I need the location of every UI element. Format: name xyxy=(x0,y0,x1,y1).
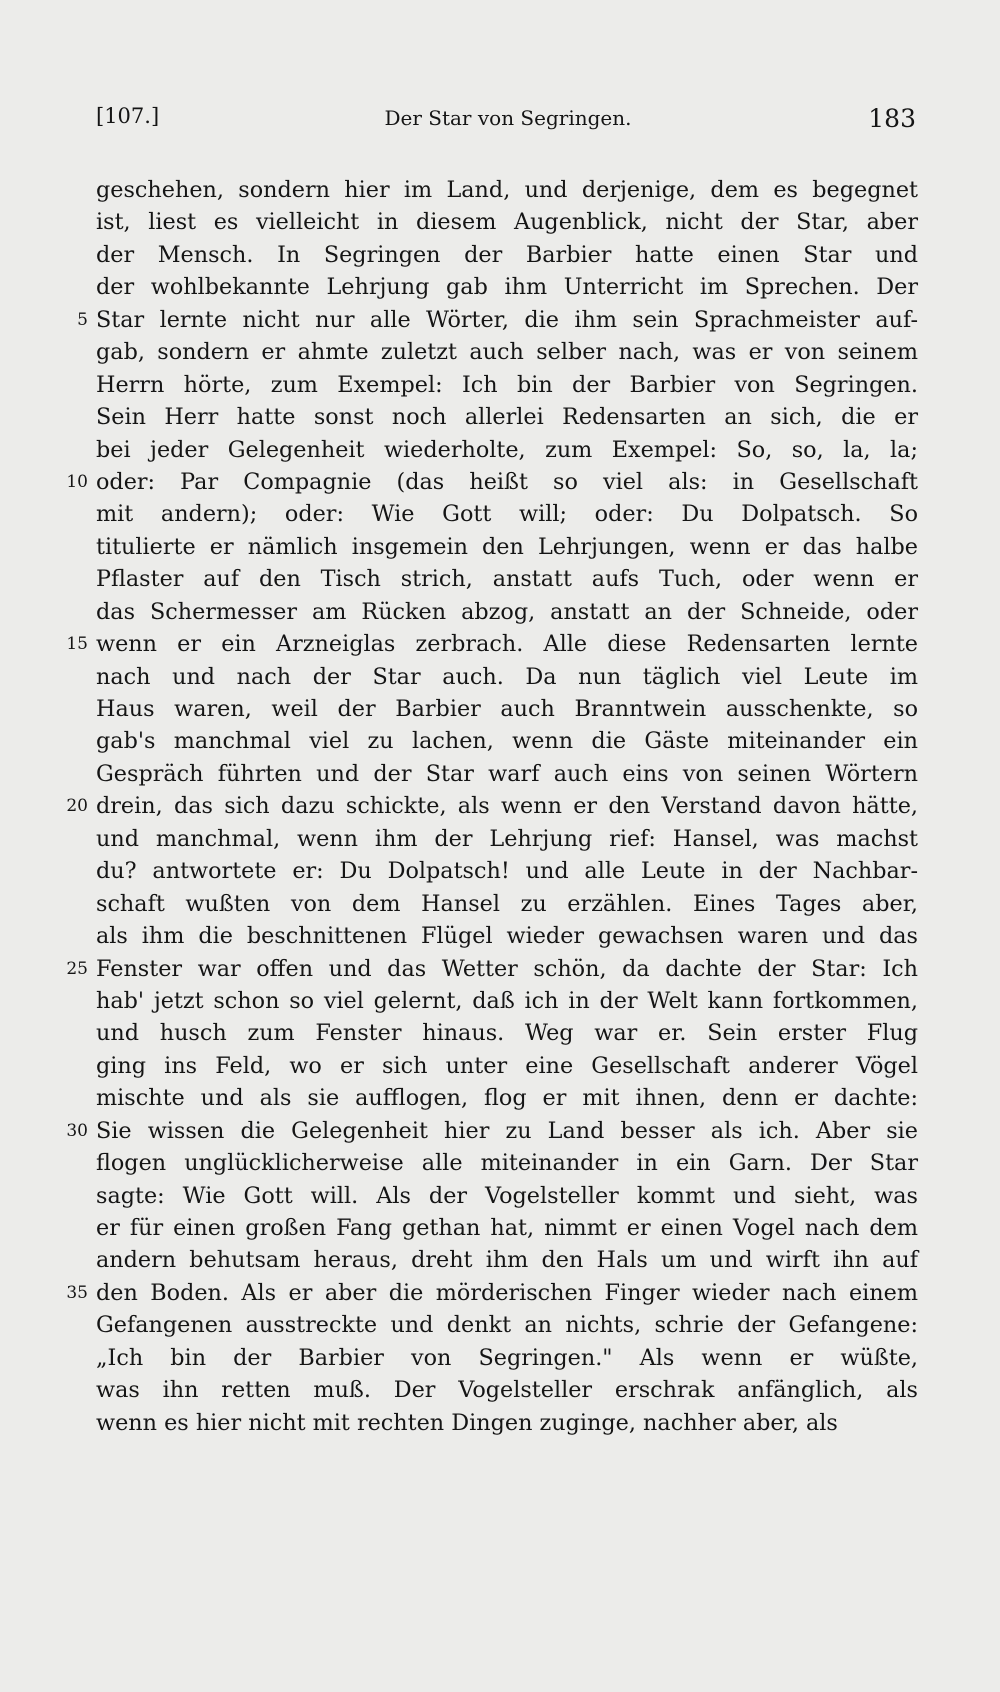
text-line xyxy=(66,628,918,660)
line-number: 20 xyxy=(66,796,88,817)
line-text: als ihm die beschnittenen Flügel wieder gewachsen waren und das xyxy=(96,923,918,950)
text-line xyxy=(96,1050,918,1082)
line-text: schaft wußten von dem Hansel zu erzählen. Eines Tages aber, xyxy=(96,890,918,917)
text-line xyxy=(96,758,918,790)
text-line xyxy=(96,1407,918,1439)
text-line xyxy=(96,1082,918,1114)
line-text: ging ins Feld, wo er sich unter eine Gesellschaft anderer Vögel xyxy=(96,1052,918,1079)
line-text: der wohlbekannte Lehrjung gab ihm Unterricht im Sprechen. Der xyxy=(96,274,918,301)
line-text: mit andern); oder: Wie Gott will; oder: Du Dolpatsch. So xyxy=(96,501,918,528)
text-line xyxy=(66,466,918,498)
text-line xyxy=(96,336,918,368)
line-text: Pflaster auf den Tisch strich, anstatt aufs Tuch, oder wenn er xyxy=(96,566,918,593)
running-title: Der Star von Segringen. xyxy=(384,106,632,130)
line-text: den Boden. Als er aber die mörderischen Finger wieder nach einem xyxy=(96,1279,918,1306)
line-text: und manchmal, wenn ihm der Lehrjung rief: Hansel, was machst xyxy=(96,825,918,852)
text-line xyxy=(77,304,918,336)
text-line xyxy=(96,985,918,1017)
line-number: 35 xyxy=(66,1282,88,1303)
line-text: wenn er ein Arzneiglas zerbrach. Alle diese Redensarten lernte xyxy=(96,631,918,658)
text-line xyxy=(96,206,918,238)
line-text: Gefangenen ausstreckte und denkt an nichts, schrie der Gefangene: xyxy=(96,1312,918,1339)
line-text: Fenster war offen und das Wetter schön, da dachte der Star: Ich xyxy=(96,955,918,982)
line-number: 25 xyxy=(66,958,88,979)
line-text: geschehen, sondern hier im Land, und derjenige, dem es begegnet xyxy=(96,177,918,203)
body-text xyxy=(66,174,918,1439)
text-line xyxy=(96,1342,918,1374)
line-number: 15 xyxy=(66,634,88,655)
line-text: mischte und als sie aufflogen, flog er mit ihnen, denn er dachte: xyxy=(96,1085,918,1112)
text-line xyxy=(96,498,918,530)
line-text: wenn es hier nicht mit rechten Dingen zuginge, nachher aber, als xyxy=(96,1409,838,1436)
line-number: 30 xyxy=(66,1120,88,1141)
text-line xyxy=(96,920,918,952)
text-line xyxy=(96,174,918,206)
text-line xyxy=(96,563,918,595)
text-line xyxy=(96,401,918,433)
line-text: oder: Par Compagnie (das heißt so viel als: in Gesellschaft xyxy=(96,468,918,495)
text-line xyxy=(96,369,918,401)
text-line xyxy=(96,855,918,887)
line-text: Herrn hörte, zum Exempel: Ich bin der Barbier von Segringen. xyxy=(96,371,918,398)
line-text: er für einen großen Fang gethan hat, nimmt er einen Vogel nach dem xyxy=(96,1215,918,1241)
text-line xyxy=(96,1017,918,1049)
line-text: drein, das sich dazu schickte, als wenn er den Verstand davon hätte, xyxy=(96,793,918,820)
line-text: flogen unglücklicherweise alle miteinander in ein Garn. Der Star xyxy=(96,1150,918,1177)
text-line xyxy=(96,1244,918,1276)
page-header xyxy=(96,104,920,144)
line-text: Sie wissen die Gelegenheit hier zu Land besser als ich. Aber sie xyxy=(96,1117,918,1144)
line-text: bei jeder Gelegenheit wiederholte, zum Exempel: So, so, la, la; xyxy=(96,436,918,463)
line-number: 5 xyxy=(77,309,88,330)
line-text: nach und nach der Star auch. Da nun täglich viel Leute im xyxy=(96,663,918,690)
text-line xyxy=(66,790,918,822)
text-line xyxy=(96,596,918,628)
text-line xyxy=(66,1277,918,1309)
line-text: Star lernte nicht nur alle Wörter, die ihm sein Sprachmeister auf- xyxy=(96,306,918,333)
line-text: was ihn retten muß. Der Vogelsteller erschrak anfänglich, als xyxy=(96,1377,918,1404)
text-line xyxy=(96,823,918,855)
text-line xyxy=(96,271,918,303)
line-text: Haus waren, weil der Barbier auch Branntwein ausschenkte, so xyxy=(96,696,918,722)
text-line xyxy=(96,1147,918,1179)
text-line xyxy=(96,1180,918,1212)
line-text: hab' jetzt schon so viel gelernt, daß ich in der Welt kann fortkommen, xyxy=(96,987,918,1014)
text-line xyxy=(96,693,918,725)
text-line xyxy=(96,239,918,271)
line-text: „Ich bin der Barbier von Segringen." Als wenn er wüßte, xyxy=(96,1344,918,1371)
bracket-page-number: [107.] xyxy=(96,104,160,128)
line-text: du? antwortete er: Du Dolpatsch! und alle Leute in der Nachbar- xyxy=(96,858,918,885)
text-line xyxy=(96,531,918,563)
text-line xyxy=(96,1374,918,1406)
line-text: der Mensch. In Segringen der Barbier hatte einen Star und xyxy=(96,241,918,268)
text-line xyxy=(96,888,918,920)
text-line xyxy=(96,661,918,693)
line-text: titulierte er nämlich insgemein den Lehrjungen, wenn er das halbe xyxy=(96,533,918,560)
line-text: ist, liest es vielleicht in diesem Augenblick, nicht der Star, aber xyxy=(96,209,918,236)
text-line xyxy=(96,725,918,757)
line-text: Sein Herr hatte sonst noch allerlei Redensarten an sich, die er xyxy=(96,404,918,431)
text-line xyxy=(66,1115,918,1147)
text-line xyxy=(96,1309,918,1341)
line-text: das Schermesser am Rücken abzog, anstatt an der Schneide, oder xyxy=(96,598,918,625)
line-text: gab's manchmal viel zu lachen, wenn die Gäste miteinander ein xyxy=(96,728,918,755)
text-line xyxy=(96,1212,918,1244)
text-line xyxy=(96,434,918,466)
page-number: 183 xyxy=(868,104,916,133)
text-line xyxy=(66,953,918,985)
line-text: Gespräch führten und der Star warf auch eins von seinen Wörtern xyxy=(96,760,918,787)
line-text: sagte: Wie Gott will. Als der Vogelsteller kommt und sieht, was xyxy=(96,1182,918,1209)
line-number: 10 xyxy=(66,471,88,492)
line-text: andern behutsam heraus, dreht ihm den Hals um und wirft ihn auf xyxy=(96,1247,918,1274)
line-text: gab, sondern er ahmte zuletzt auch selber nach, was er von seinem xyxy=(96,339,918,366)
line-text: und husch zum Fenster hinaus. Weg war er. Sein erster Flug xyxy=(96,1020,918,1047)
